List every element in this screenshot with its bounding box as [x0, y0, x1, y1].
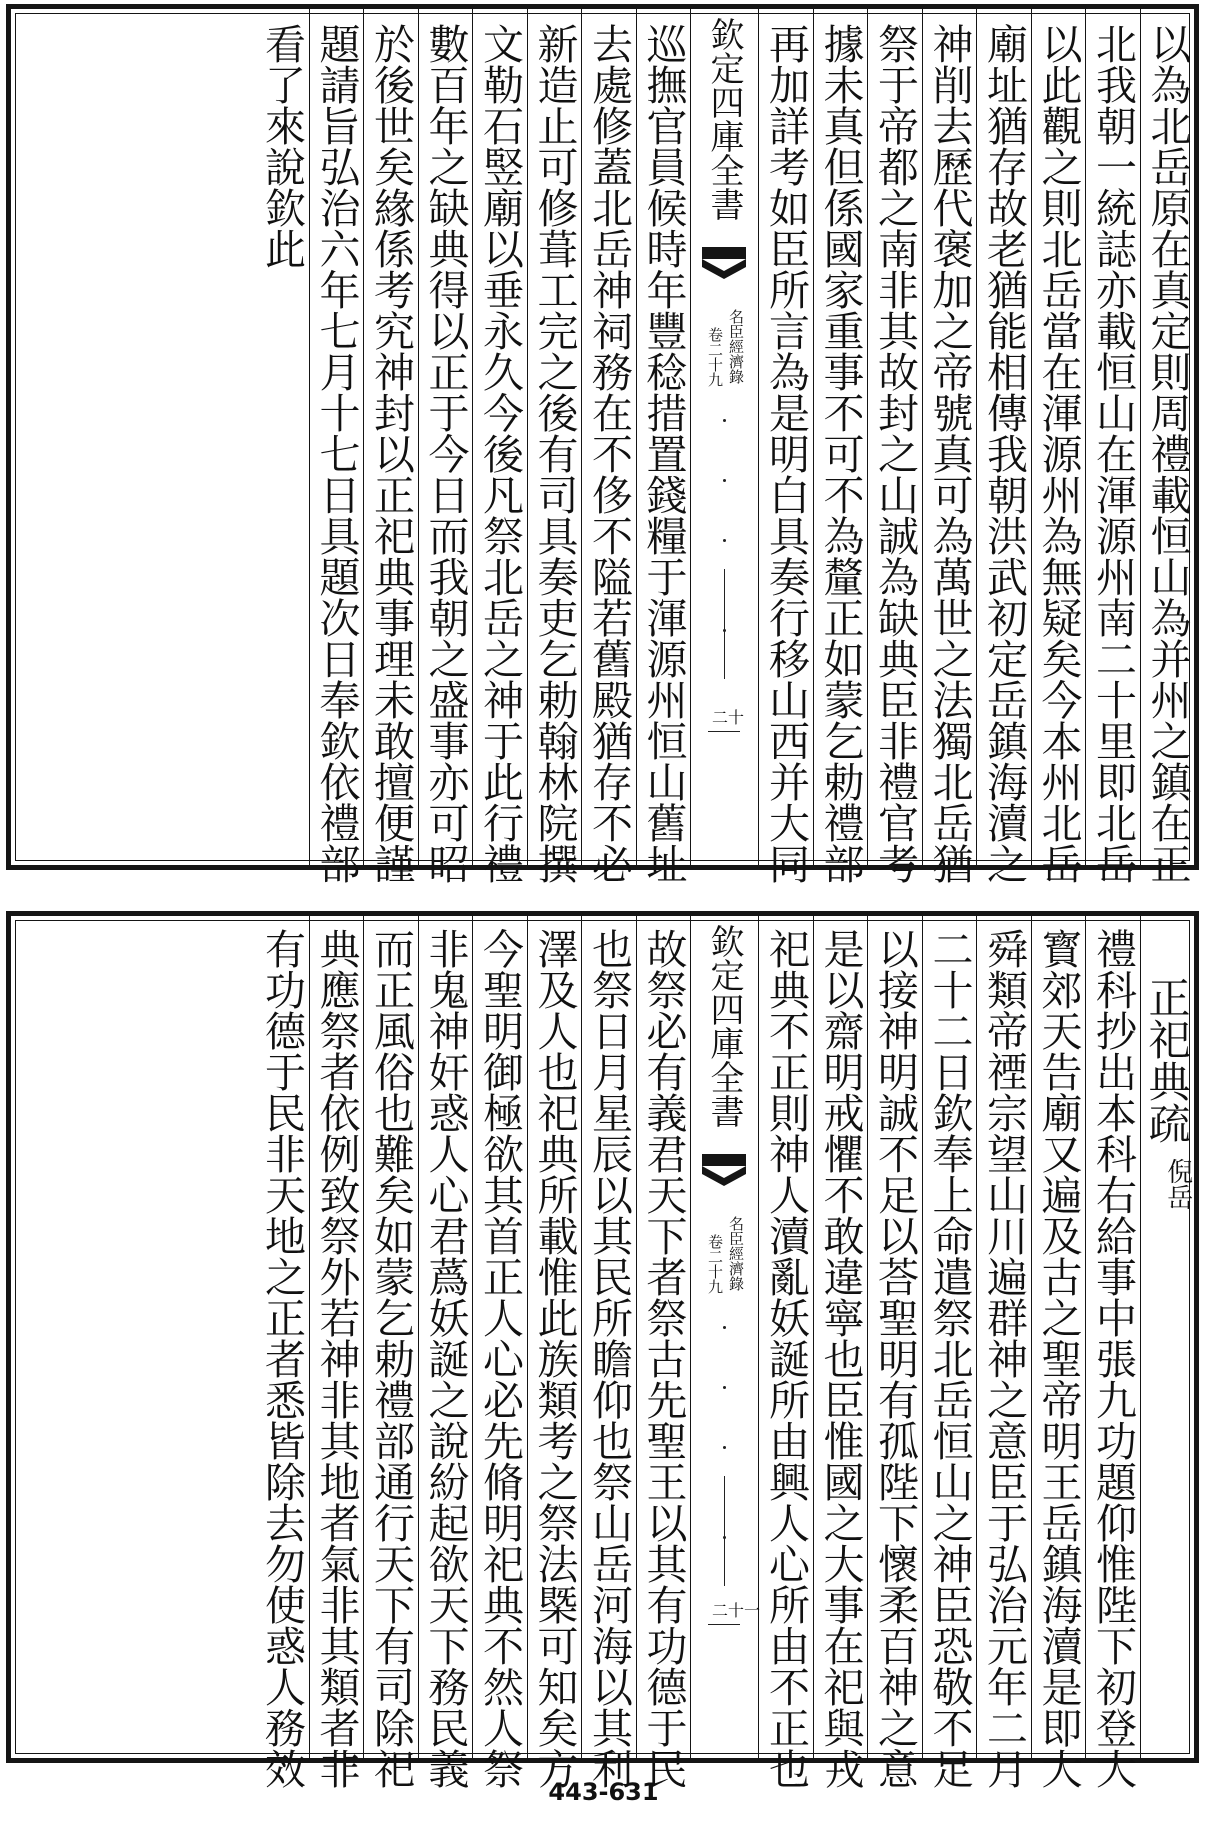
text-column-line: 故祭必有義君天下者祭古先聖王以其有功德于民	[639, 928, 688, 1789]
text-column-line: 有功德于民非天地之正者悉皆除去勿使惑人務效	[258, 928, 307, 1789]
author-name: 倪岳	[1162, 1158, 1193, 1210]
text-column-line: 祀典不正則神人瀆亂妖誕所由興人心所由不正也	[762, 928, 811, 1789]
margin-dot	[723, 1386, 726, 1389]
leaf-number: 二十	[712, 708, 745, 727]
column-rule	[867, 916, 868, 1758]
column-rule	[1031, 916, 1032, 1758]
column-rule	[636, 9, 637, 865]
text-column-line: 舜類帝禋宗望山川遍群神之意臣于弘治元年二月	[980, 928, 1029, 1789]
text-column-line: 以為北岳原在真定則周禮載恒山為并州之鎮在正	[1143, 23, 1192, 884]
column-rule	[813, 9, 814, 865]
book-title: 欽定四庫全書	[704, 924, 744, 1128]
text-column-line: 新造止可修葺工完之後有司具奏吏乞勅翰林院撰	[530, 23, 579, 884]
center-margin	[690, 9, 758, 865]
text-column-line: 禮科抄出本科右給事中張九功題仰惟陛下初登大	[1089, 928, 1138, 1789]
text-column-line: 據未真但係國家重事不可不為釐正如蒙乞勅禮部	[816, 23, 865, 884]
volume-number: 卷二十九	[706, 327, 724, 387]
text-column-line: 而正風俗也難矣如蒙乞勅禮部通行天下有司除祀	[367, 928, 416, 1789]
center-margin	[690, 916, 761, 1758]
column-rule	[309, 9, 310, 865]
column-rule	[690, 9, 691, 865]
column-rule	[1085, 9, 1086, 865]
leaf-number: 二十一	[712, 1601, 761, 1620]
text-column-line: 寳郊天告廟又遍及古之聖帝明王岳鎮海瀆是即大	[1034, 928, 1083, 1789]
text-column	[527, 916, 582, 1789]
text-column	[254, 916, 309, 1789]
bottom-page	[6, 911, 1199, 1789]
text-column-line: 澤及人也祀典所載惟此族類考之祭法槩可知矣方	[530, 928, 579, 1789]
top-page	[6, 4, 1199, 884]
page-number: 443-631	[548, 1778, 659, 1806]
text-column	[758, 916, 813, 1789]
margin-tick	[708, 1624, 740, 1625]
column-rule	[922, 9, 923, 865]
column-rule	[363, 9, 364, 865]
margin-line	[724, 569, 725, 679]
text-column-line: 也祭日月星辰以其民所瞻仰也祭山岳河海以其利	[585, 928, 634, 1789]
column-rule	[527, 9, 528, 865]
column-rule	[976, 9, 977, 865]
document-heading: 正祀典疏	[1142, 976, 1192, 1144]
text-column-line: 是以齋明戒懼不敢違寧也臣惟國之大事在祀與戎	[816, 928, 865, 1789]
margin-dot	[723, 1446, 726, 1449]
text-column	[309, 9, 364, 884]
heading-column	[1140, 916, 1195, 1758]
text-column	[813, 9, 868, 884]
text-column	[867, 916, 922, 1789]
column-rule	[309, 916, 310, 1758]
text-column-line: 以接神明誠不足以荅聖明有孤陛下懷柔百神之意	[871, 928, 920, 1789]
section-title: 名臣經濟錄	[727, 309, 745, 384]
text-column-line: 典應祭者依例致祭外若神非其地者氣非其類者非	[312, 928, 361, 1789]
section-title: 名臣經濟錄	[727, 1216, 745, 1291]
column-rule	[976, 916, 977, 1758]
text-column-line: 祭于帝都之南非其故封之山誠為缺典臣非禮官考	[871, 23, 920, 884]
text-column	[1085, 916, 1140, 1789]
text-column-line: 再加詳考如臣所言為是明白具奏行移山西并大同	[762, 23, 811, 884]
book-title: 欽定四庫全書	[704, 17, 744, 221]
text-column-line: 廟址猶存故老猶能相傳我朝洪武初定岳鎮海瀆之	[980, 23, 1029, 884]
column-rule	[472, 916, 473, 1758]
column-rule	[1140, 9, 1141, 865]
text-column	[309, 916, 364, 1789]
text-column	[254, 9, 309, 865]
text-column	[1140, 9, 1195, 884]
column-rule	[690, 916, 691, 1758]
column-rule	[813, 916, 814, 1758]
text-column	[922, 9, 977, 884]
column-rule	[922, 916, 923, 1758]
text-column	[976, 9, 1031, 884]
text-column-line: 文勒石竪廟以垂永久今後凡祭北岳之神于此行禮	[476, 23, 525, 884]
text-column	[976, 916, 1031, 1789]
text-column-line: 數百年之缺典得以正于今日而我朝之盛事亦可昭	[421, 23, 470, 884]
text-column	[813, 916, 868, 1789]
column-rule	[758, 916, 759, 1758]
text-column	[867, 9, 922, 884]
text-column	[472, 916, 527, 1789]
text-column	[363, 9, 418, 884]
text-column-line: 今聖明御極欲其首正人心必先脩明祀典不然人祭	[476, 928, 525, 1789]
margin-dot	[723, 419, 726, 422]
text-column	[527, 9, 582, 884]
text-column	[581, 916, 636, 1789]
text-column-line: 二十二日欽奉上命遣祭北岳恒山之神臣恐敬不足	[925, 928, 974, 1789]
text-column	[636, 9, 691, 884]
text-column-line: 去處修蓋北岳神祠務在不侈不隘若舊殿猶存不必	[585, 23, 634, 884]
column-rule	[418, 9, 419, 865]
column-rule	[472, 9, 473, 865]
text-column-line: 非鬼神奸惑人心君蔿妖誕之說紛起欲天下務民義	[421, 928, 470, 1789]
text-column-line: 以此觀之則北岳當在渾源州為無疑矣今本州北岳	[1034, 23, 1083, 884]
column-rule	[527, 916, 528, 1758]
column-rule	[1085, 916, 1086, 1758]
margin-dot	[723, 1326, 726, 1329]
column-rule	[363, 916, 364, 1758]
column-rule	[636, 916, 637, 1758]
text-column	[363, 916, 418, 1789]
margin-dot	[723, 479, 726, 482]
text-column	[922, 916, 977, 1789]
text-column	[418, 916, 473, 1789]
text-column-line: 巡撫官員候時年豐稔措置錢糧于渾源州恒山舊址	[639, 23, 688, 884]
text-column-line: 於後世矣緣係考究神封以正祀典事理未敢擅便謹	[367, 23, 416, 884]
fishtail-mark-icon	[702, 247, 746, 283]
text-column-line: 題請旨弘治六年七月十七日具題次日奉欽依禮部	[312, 23, 361, 884]
text-column	[472, 9, 527, 884]
volume-number: 卷二十九	[706, 1234, 724, 1294]
column-rule	[867, 9, 868, 865]
fishtail-mark-icon	[702, 1154, 746, 1190]
column-rule	[1140, 916, 1141, 1758]
text-column	[636, 916, 691, 1789]
text-column	[1031, 916, 1086, 1789]
text-column	[581, 9, 636, 884]
text-column	[758, 9, 813, 884]
text-column	[1031, 9, 1086, 884]
text-column-line: 北我朝一統誌亦載恒山在渾源州南二十里即北岳	[1089, 23, 1138, 884]
column-rule	[581, 9, 582, 865]
text-column-line: 神削去歷代褒加之帝號真可為萬世之法獨北岳猶	[925, 23, 974, 884]
column-rule	[1031, 9, 1032, 865]
column-rule	[758, 9, 759, 865]
text-column-line: 看了來說欽此	[258, 23, 307, 269]
text-column	[418, 9, 473, 884]
margin-dot	[723, 539, 726, 542]
column-rule	[581, 916, 582, 1758]
margin-tick	[708, 731, 740, 732]
margin-line	[724, 1476, 725, 1586]
text-column	[1085, 9, 1140, 884]
column-rule	[418, 916, 419, 1758]
